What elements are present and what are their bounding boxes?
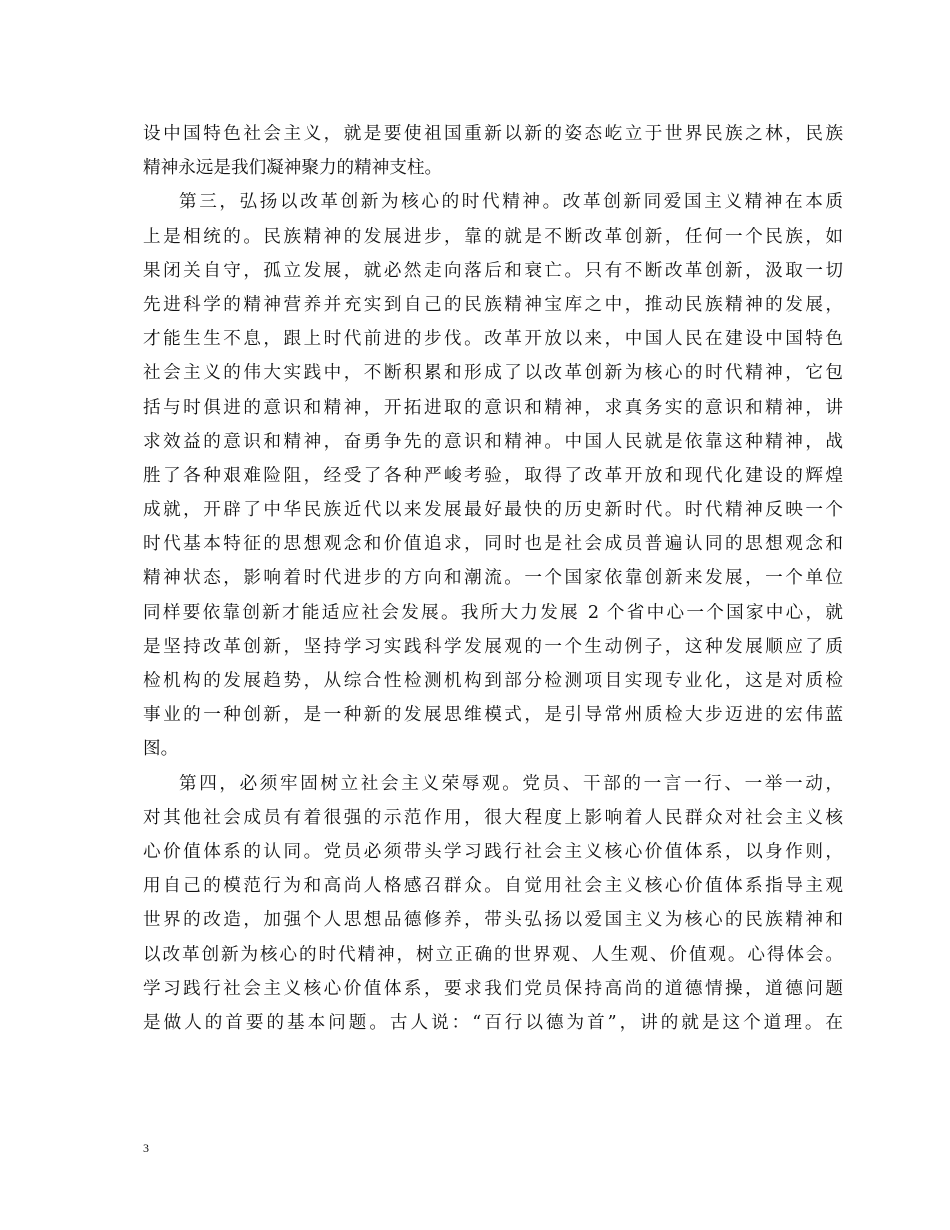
- text-line: 胜了各种艰难险阻，经受了各种严峻考验，取得了改革开放和现代化建设的辉煌: [143, 465, 843, 486]
- text-line: 第三，弘扬以改革创新为核心的时代精神。改革创新同爱国主义精神在本质: [179, 192, 843, 213]
- text-line: 设中国特色社会主义，就是要使祖国重新以新的姿态屹立于世界民族之林，民族: [143, 124, 843, 144]
- text-line: 才能生生不息，跟上时代前进的步伐。改革开放以来，中国人民在建设中国特色: [143, 329, 843, 350]
- text-line: 上是相统的。民族精神的发展进步，靠的就是不断改革创新，任何一个民族，如: [143, 226, 843, 247]
- text-line: 求效益的意识和精神，奋勇争先的意识和精神。中国人民就是依靠这种精神，战: [143, 431, 843, 452]
- text-line: 学习践行社会主义核心价值体系，要求我们党员保持高尚的道德情操，道德问题: [143, 978, 843, 999]
- text-line: 社会主义的伟大实践中，不断积累和形成了以改革创新为核心的时代精神，它包: [143, 363, 843, 384]
- text-line: 括与时俱进的意识和精神，开拓进取的意识和精神，求真务实的意识和精神，讲: [143, 397, 843, 418]
- text-line: 时代基本特征的思想观念和价值追求，同时也是社会成员普遍认同的思想观念和: [143, 534, 843, 555]
- text-line: 果闭关自守，孤立发展，就必然走向落后和衰亡。只有不断改革创新，汲取一切: [143, 260, 843, 281]
- text-line: 检机构的发展趋势，从综合性检测机构到部分检测项目实现专业化，这是对质检: [143, 671, 843, 691]
- page-number: 3: [143, 1141, 149, 1155]
- text-line: 先进科学的精神营养并充实到自己的民族精神宝库之中，推动民族精神的发展，: [143, 294, 843, 315]
- text-line: 心价值体系的认同。党员必须带头学习践行社会主义核心价值体系，以身作则，: [143, 841, 843, 862]
- text-line: 成就，开辟了中华民族近代以来发展最好最快的历史新时代。时代精神反映一个: [143, 500, 843, 521]
- body-text: [143, 117, 843, 1040]
- text-line: 同样要依靠创新才能适应社会发展。我所大力发展 2 个省中心一个国家中心，就: [143, 602, 843, 623]
- text-line: 精神状态，影响着时代进步的方向和潮流。一个国家依靠创新来发展，一个单位: [143, 568, 843, 589]
- text-line: 用自己的模范行为和高尚人格感召群众。自觉用社会主义核心价值体系指导主观: [143, 876, 843, 897]
- text-line: 对其他社会成员有着很强的示范作用，很大程度上影响着人民群众对社会主义核: [143, 807, 843, 828]
- text-line: 是做人的首要的基本问题。古人说：“百行以德为首”，讲的就是这个道理。在: [143, 1012, 843, 1033]
- text-line: 是坚持改革创新，坚持学习实践科学发展观的一个生动例子，这种发展顺应了质: [143, 636, 843, 657]
- text-line: 精神永远是我们凝神聚力的精神支柱。: [143, 158, 443, 179]
- text-line: 事业的一种创新，是一种新的发展思维模式，是引导常州质检大步迈进的宏伟蓝: [143, 705, 843, 726]
- text-line: 以改革创新为核心的时代精神，树立正确的世界观、人生观、价值观。心得体会。: [143, 944, 843, 965]
- text-line: 第四，必须牢固树立社会主义荣辱观。党员、干部的一言一行、一举一动，: [179, 773, 843, 794]
- text-line: 图。: [143, 739, 179, 760]
- text-line: 世界的改造，加强个人思想品德修养，带头弘扬以爱国主义为核心的民族精神和: [143, 910, 843, 931]
